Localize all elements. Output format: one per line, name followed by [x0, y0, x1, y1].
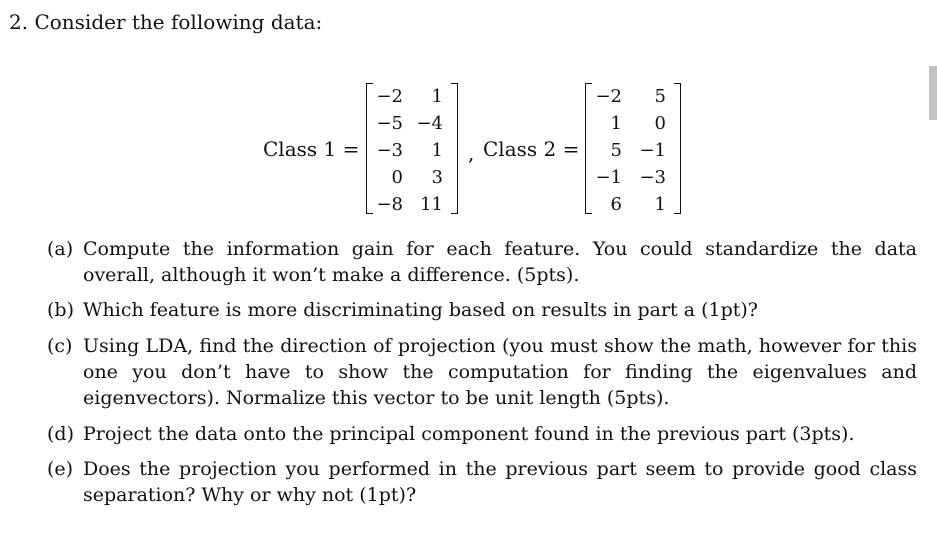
- problem-heading: 2. Consider the following data:: [9, 10, 323, 34]
- scrollbar-thumb[interactable]: [929, 66, 937, 120]
- part-d: [47, 421, 917, 447]
- part-tag: (e): [47, 458, 74, 480]
- class2-matrix: [585, 83, 681, 214]
- part-text: Project the data onto the principal component found in the previous part (3pts).: [83, 423, 855, 445]
- matrix-cell: −1: [639, 139, 666, 161]
- matrix-cell: −1: [595, 166, 622, 188]
- matrix-row: [592, 191, 666, 218]
- data-display: [0, 0, 937, 240]
- class2-label: Class 2 =: [483, 137, 580, 161]
- matrix-right-bracket: [451, 83, 458, 214]
- matrix-left-bracket: [366, 83, 373, 214]
- matrix-right-bracket: [674, 83, 681, 214]
- matrix-cell: −4: [416, 112, 443, 134]
- matrix-cell: 6: [610, 193, 622, 215]
- matrix-left-bracket: [585, 83, 592, 214]
- matrix-row: [592, 110, 666, 137]
- class1-matrix: [366, 83, 458, 214]
- matrix-row: [373, 110, 443, 137]
- class2-matrix-table: [592, 83, 666, 218]
- matrix-cell: −3: [376, 139, 403, 161]
- matrix-cell: 1: [654, 193, 666, 215]
- class1-label: Class 1 =: [263, 137, 360, 161]
- matrix-row: [373, 164, 443, 191]
- part-e: [47, 456, 917, 508]
- matrix-cell: 1: [610, 112, 622, 134]
- part-a: [47, 236, 917, 288]
- part-b: [47, 297, 917, 323]
- part-text: Using LDA, find the direction of projection (you must show the math, however for this one you don’t have to show the computation for finding the eigenvalues and eigenvectors). Normalize this vector to be unit length (5pts).: [83, 335, 917, 409]
- matrix-cell: 1: [431, 85, 443, 107]
- part-text: Which feature is more discriminating based on results in part a (1pt)?: [83, 299, 758, 321]
- matrix-cell: −2: [595, 85, 622, 107]
- part-c: [47, 333, 917, 411]
- matrix-cell: −3: [639, 166, 666, 188]
- part-text: Compute the information gain for each feature. You could standardize the data overall, although it won’t make a difference. (5pts).: [83, 238, 917, 286]
- matrix-row: [373, 137, 443, 164]
- part-tag: (b): [47, 299, 74, 321]
- matrix-cell: 5: [654, 85, 666, 107]
- part-text: Does the projection you performed in the previous part seem to provide good class separation? Why or why not (1pt)?: [83, 458, 917, 506]
- matrix-cell: −2: [376, 85, 403, 107]
- matrix-row: [592, 164, 666, 191]
- part-tag: (c): [47, 335, 73, 357]
- matrix-cell: 0: [391, 166, 403, 188]
- matrix-cell: 1: [431, 139, 443, 161]
- matrix-cell: 5: [610, 139, 622, 161]
- matrix-cell: 0: [654, 112, 666, 134]
- matrix-cell: −8: [376, 193, 403, 215]
- matrix-cell: 11: [420, 193, 443, 215]
- part-tag: (d): [47, 423, 74, 445]
- matrix-row: [373, 83, 443, 110]
- matrix-cell: 3: [431, 166, 443, 188]
- matrix-separator: ,: [468, 141, 475, 165]
- matrix-cell: −5: [376, 112, 403, 134]
- scrollbar-track[interactable]: [927, 0, 937, 548]
- matrix-row: [592, 137, 666, 164]
- part-tag: (a): [47, 238, 74, 260]
- class1-matrix-table: [373, 83, 443, 218]
- matrix-row: [373, 191, 443, 218]
- matrix-row: [592, 83, 666, 110]
